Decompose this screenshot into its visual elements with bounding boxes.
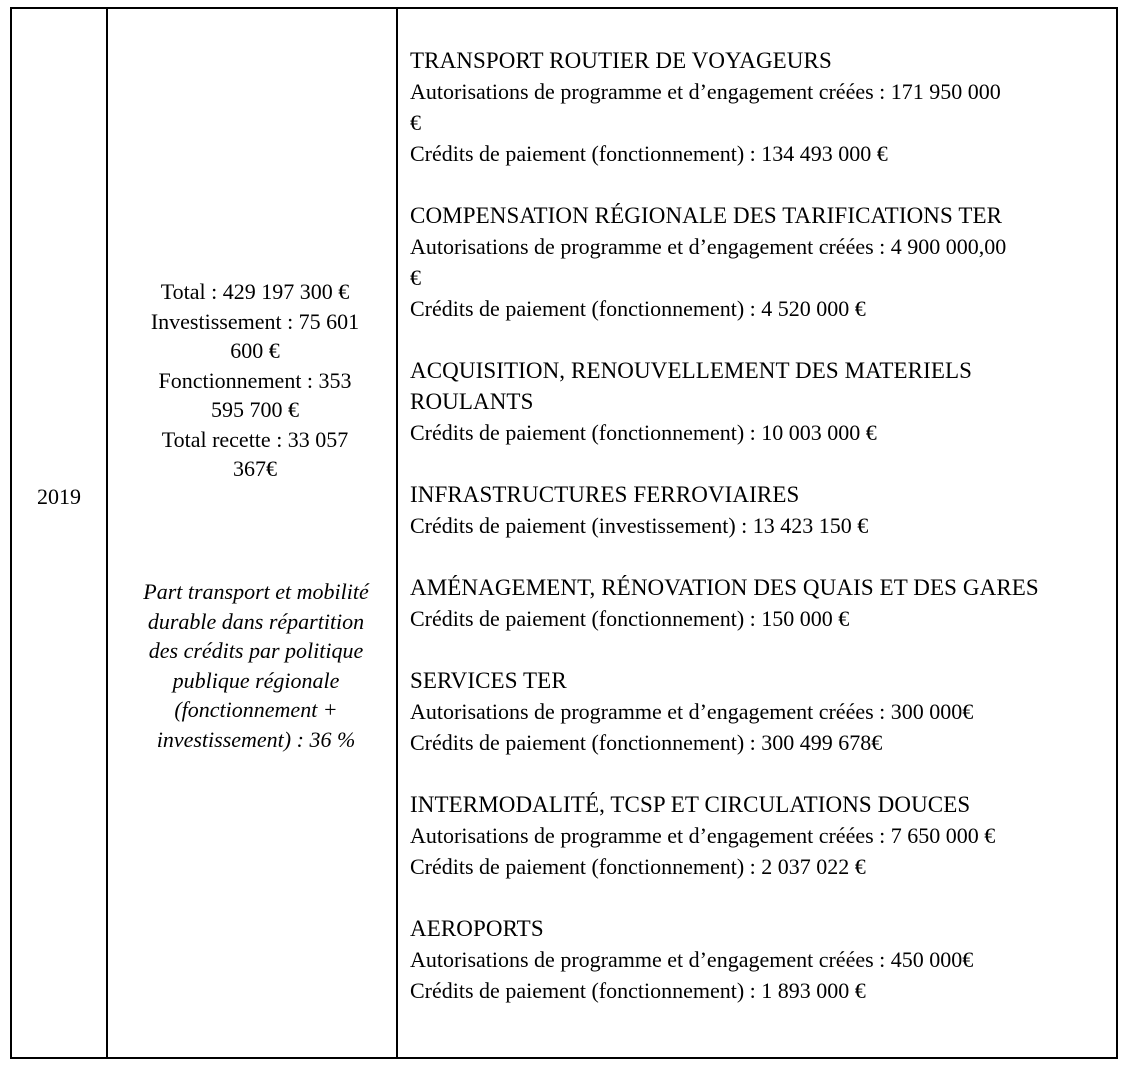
section-line: Autorisations de programme et d’engagement créées : 450 000€	[410, 947, 974, 972]
section-title: INTERMODALITÉ, TCSP ET CIRCULATIONS DOUCES	[410, 792, 971, 817]
share-note	[118, 577, 394, 754]
section-line: Autorisations de programme et d’engagement créées : 4 900 000,00	[410, 234, 1007, 259]
section-line: €	[410, 110, 421, 135]
year-label: 2019	[37, 484, 81, 509]
totals-column	[108, 9, 398, 1057]
section-line: Autorisations de programme et d’engagement créées : 171 950 000	[410, 79, 1001, 104]
section-title: AMÉNAGEMENT, RÉNOVATION DES QUAIS ET DES GARES	[410, 575, 1039, 600]
year-column	[12, 9, 108, 1057]
section-title: SERVICES TER	[410, 668, 567, 693]
share-note-line: investissement) : 36 %	[156, 726, 356, 752]
section-line: Crédits de paiement (fonctionnement) : 134 493 000 €	[410, 141, 888, 166]
operating-line: Fonctionnement : 353	[158, 367, 352, 393]
section-line: €	[410, 265, 421, 290]
section-title: AEROPORTS	[410, 916, 544, 941]
section-quais-gares	[410, 572, 1112, 634]
section-line: Autorisations de programme et d’engagement créées : 300 000€	[410, 699, 974, 724]
section-transport-routier	[410, 45, 1112, 169]
operating-line-cont: 595 700 €	[211, 397, 299, 422]
share-note-line: Part transport et mobilité	[143, 579, 369, 604]
revenue-line: Total recette : 33 057	[161, 426, 349, 452]
section-compensation-ter	[410, 200, 1112, 324]
investment-line: Investissement : 75 601	[150, 308, 360, 334]
section-intermodalite	[410, 789, 1112, 882]
section-line: Crédits de paiement (fonctionnement) : 4 520 000 €	[410, 296, 866, 321]
budget-table	[10, 7, 1118, 1059]
section-infrastructures	[410, 479, 1112, 541]
section-line: Crédits de paiement (fonctionnement) : 150 000 €	[410, 606, 850, 631]
section-title: ACQUISITION, RENOUVELLEMENT DES MATERIELS	[410, 358, 973, 383]
detail-text	[410, 45, 1112, 1037]
section-title-cont: ROULANTS	[410, 389, 534, 414]
section-line: Crédits de paiement (fonctionnement) : 2 037 022 €	[410, 854, 866, 879]
revenue-line-cont: 367€	[233, 456, 277, 481]
share-note-line: durable dans répartition	[147, 608, 365, 634]
section-title: INFRASTRUCTURES FERROVIAIRES	[410, 482, 800, 507]
section-line: Autorisations de programme et d’engagement créées : 7 650 000 €	[410, 823, 996, 848]
section-line: Crédits de paiement (investissement) : 13 423 150 €	[410, 513, 869, 538]
section-line: Crédits de paiement (fonctionnement) : 1 893 000 €	[410, 978, 866, 1003]
section-line: Crédits de paiement (fonctionnement) : 10 003 000 €	[410, 420, 877, 445]
section-services-ter	[410, 665, 1112, 758]
share-note-line: publique régionale	[172, 667, 340, 693]
detail-column	[398, 9, 1116, 1057]
section-materiels-roulants	[410, 355, 1112, 448]
section-title: TRANSPORT ROUTIER DE VOYAGEURS	[410, 48, 832, 73]
section-line: Crédits de paiement (fonctionnement) : 300 499 678€	[410, 730, 883, 755]
total-line: Total : 429 197 300 €	[160, 279, 350, 304]
totals-block	[124, 277, 386, 484]
section-aeroports	[410, 913, 1112, 1006]
share-note-line: (fonctionnement +	[174, 697, 338, 722]
section-title: COMPENSATION RÉGIONALE DES TARIFICATIONS TER	[410, 203, 1003, 228]
investment-line-cont: 600 €	[230, 338, 280, 363]
share-note-line: des crédits par politique	[148, 638, 364, 663]
